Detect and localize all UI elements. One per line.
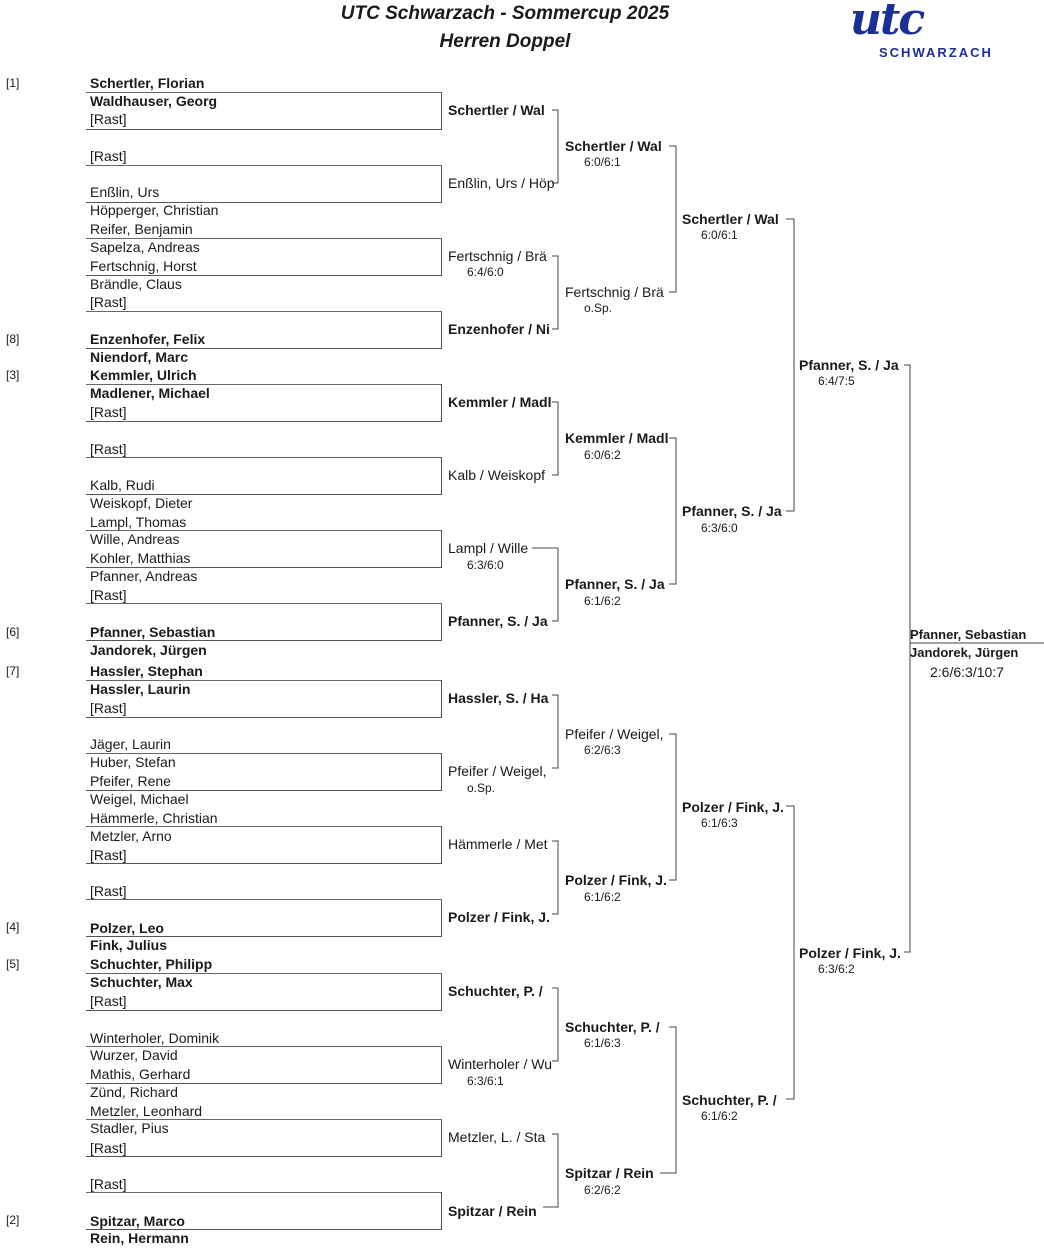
- draw-entry: Schertler, Florian: [90, 75, 205, 91]
- r3-score: 6:1/6:2: [701, 1109, 738, 1123]
- r2-result: Kemmler / Madl: [565, 430, 669, 446]
- logo-text: utc: [850, 0, 924, 45]
- draw-entry: Madlener, Michael: [90, 385, 210, 401]
- draw-entry: Winterholer, Dominik: [90, 1030, 220, 1046]
- r1-result: Kemmler / Madl: [448, 394, 552, 410]
- draw-entry: Pfanner, Sebastian: [90, 624, 216, 640]
- draw-entry: [Rast]: [90, 404, 127, 420]
- draw-entry: Kalb, Rudi: [90, 477, 155, 493]
- r2-result: Schertler / Wal: [565, 138, 662, 154]
- r1-score: 6:3/6:0: [467, 558, 504, 572]
- draw-entry: Enzenhofer, Felix: [90, 331, 206, 347]
- draw-entry: Jäger, Laurin: [90, 736, 171, 752]
- r3-result: Schuchter, P. /: [682, 1092, 777, 1108]
- draw-entry: Pfeifer, Rene: [90, 773, 171, 789]
- r2-result: Pfanner, S. / Ja: [565, 576, 665, 592]
- r4-result: Polzer / Fink, J.: [799, 945, 901, 961]
- r2-score: 6:2/6:3: [584, 743, 621, 757]
- r2-result: Schuchter, P. /: [565, 1019, 660, 1035]
- draw-entry: [Rast]: [90, 993, 127, 1009]
- draw-entry: Pfanner, Andreas: [90, 568, 198, 584]
- draw-entry: Enßlin, Urs: [90, 184, 160, 200]
- r3-score: 6:0/6:1: [701, 228, 738, 242]
- r1-result: Lampl / Wille: [448, 540, 529, 556]
- draw-entry: Weiskopf, Dieter: [90, 495, 193, 511]
- r1-result: Schuchter, P. /: [448, 983, 543, 999]
- seed-label: [1]: [6, 76, 20, 90]
- r1-score: 6:4/6:0: [467, 265, 504, 279]
- seed-label: [3]: [6, 368, 20, 382]
- r3-result: Pfanner, S. / Ja: [682, 503, 782, 519]
- draw-entry: Fink, Julius: [90, 937, 168, 953]
- r1-result: Metzler, L. / Sta: [448, 1129, 546, 1145]
- draw-entry: Wurzer, David: [90, 1047, 178, 1063]
- draw-entry: Rein, Hermann: [90, 1230, 189, 1246]
- r1-result: Spitzar / Rein: [448, 1203, 537, 1219]
- r1-result: Polzer / Fink, J.: [448, 909, 550, 925]
- r1-result: Fertschnig / Brä: [448, 248, 547, 264]
- logo-subtext: SCHWARZACH: [879, 45, 993, 60]
- draw-entry: Schuchter, Max: [90, 974, 193, 990]
- draw-entry: Jandorek, Jürgen: [90, 642, 207, 658]
- r2-result: Pfeifer / Weigel,: [565, 726, 664, 742]
- final-score: 2:6/6:3/10:7: [930, 664, 1004, 680]
- r2-result: Polzer / Fink, J.: [565, 872, 667, 888]
- seed-label: [7]: [6, 664, 20, 678]
- r4-score: 6:3/6:2: [818, 962, 855, 976]
- draw-entry: Zünd, Richard: [90, 1084, 178, 1100]
- draw-entry: [Rast]: [90, 294, 127, 310]
- draw-entry: Polzer, Leo: [90, 920, 164, 936]
- draw-entry: Schuchter, Philipp: [90, 956, 213, 972]
- draw-entry: Stadler, Pius: [90, 1120, 169, 1136]
- r1-result: Enzenhofer / Ni: [448, 321, 550, 337]
- r1-score: 6:3/6:1: [467, 1074, 504, 1088]
- r2-score: 6:1/6:2: [584, 594, 621, 608]
- seed-label: [8]: [6, 332, 20, 346]
- r3-result: Polzer / Fink, J.: [682, 799, 784, 815]
- draw-entry: [Rast]: [90, 847, 127, 863]
- winner-player-2: Jandorek, Jürgen: [910, 645, 1019, 660]
- r2-score: 6:2/6:2: [584, 1183, 621, 1197]
- page-title: UTC Schwarzach - Sommercup 2025: [340, 3, 670, 24]
- draw-entry: [Rast]: [90, 700, 127, 716]
- draw-entry: Sapelza, Andreas: [90, 239, 200, 255]
- seed-label: [4]: [6, 920, 20, 934]
- r2-result: Fertschnig / Brä: [565, 284, 664, 300]
- seed-label: [5]: [6, 957, 20, 971]
- seed-label: [6]: [6, 625, 20, 639]
- r2-result: Spitzar / Rein: [565, 1165, 654, 1181]
- seed-label: [2]: [6, 1213, 20, 1227]
- draw-entry: Fertschnig, Horst: [90, 258, 197, 274]
- r1-result: Hassler, S. / Ha: [448, 690, 549, 706]
- winner-player-1: Pfanner, Sebastian: [910, 627, 1027, 642]
- draw-entry: Reifer, Benjamin: [90, 221, 193, 237]
- r2-score: 6:1/6:3: [584, 1036, 621, 1050]
- r2-score: 6:0/6:1: [584, 155, 621, 169]
- draw-entry: Kohler, Matthias: [90, 550, 191, 566]
- draw-entry: Höpperger, Christian: [90, 202, 219, 218]
- draw-entry: [Rast]: [90, 111, 127, 127]
- draw-entry: [Rast]: [90, 148, 127, 164]
- draw-entry: Hassler, Laurin: [90, 681, 191, 697]
- draw-entry: Mathis, Gerhard: [90, 1066, 191, 1082]
- draw-entry: [Rast]: [90, 883, 127, 899]
- r1-result: Winterholer / Wu: [448, 1056, 552, 1072]
- r1-result: Enßlin, Urs / Höp: [448, 175, 555, 191]
- r2-score: 6:0/6:2: [584, 448, 621, 462]
- draw-entry: Metzler, Leonhard: [90, 1103, 203, 1119]
- r1-score: o.Sp.: [467, 781, 496, 795]
- r2-score: 6:1/6:2: [584, 890, 621, 904]
- r4-result: Pfanner, S. / Ja: [799, 357, 899, 373]
- r1-result: Hämmerle / Met: [448, 836, 548, 852]
- page-subtitle: Herren Doppel: [439, 31, 571, 52]
- r3-score: 6:3/6:0: [701, 521, 738, 535]
- draw-entry: [Rast]: [90, 587, 127, 603]
- r1-result: Pfanner, S. / Ja: [448, 613, 548, 629]
- draw-entry: Hämmerle, Christian: [90, 810, 218, 826]
- draw-entry: [Rast]: [90, 1140, 127, 1156]
- draw-entry: [Rast]: [90, 441, 127, 457]
- r1-result: Kalb / Weiskopf: [448, 467, 546, 483]
- r3-result: Schertler / Wal: [682, 211, 779, 227]
- draw-entry: Metzler, Arno: [90, 828, 172, 844]
- draw-entry: Brändle, Claus: [90, 276, 182, 292]
- draw-entry: Huber, Stefan: [90, 754, 176, 770]
- draw-entry: Weigel, Michael: [90, 791, 189, 807]
- draw-entry: Wille, Andreas: [90, 531, 180, 547]
- draw-entry: [Rast]: [90, 1176, 127, 1192]
- draw-entry: Hassler, Stephan: [90, 663, 203, 679]
- draw-entry: Waldhauser, Georg: [90, 93, 218, 109]
- draw-entry: Spitzar, Marco: [90, 1213, 185, 1229]
- r2-score: o.Sp.: [584, 301, 613, 315]
- draw-entry: Niendorf, Marc: [90, 349, 189, 365]
- r1-result: Schertler / Wal: [448, 102, 545, 118]
- r1-result: Pfeifer / Weigel,: [448, 763, 547, 779]
- draw-entry: Lampl, Thomas: [90, 514, 187, 530]
- r4-score: 6:4/7:5: [818, 374, 855, 388]
- r3-score: 6:1/6:3: [701, 816, 738, 830]
- draw-entry: Kemmler, Ulrich: [90, 367, 197, 383]
